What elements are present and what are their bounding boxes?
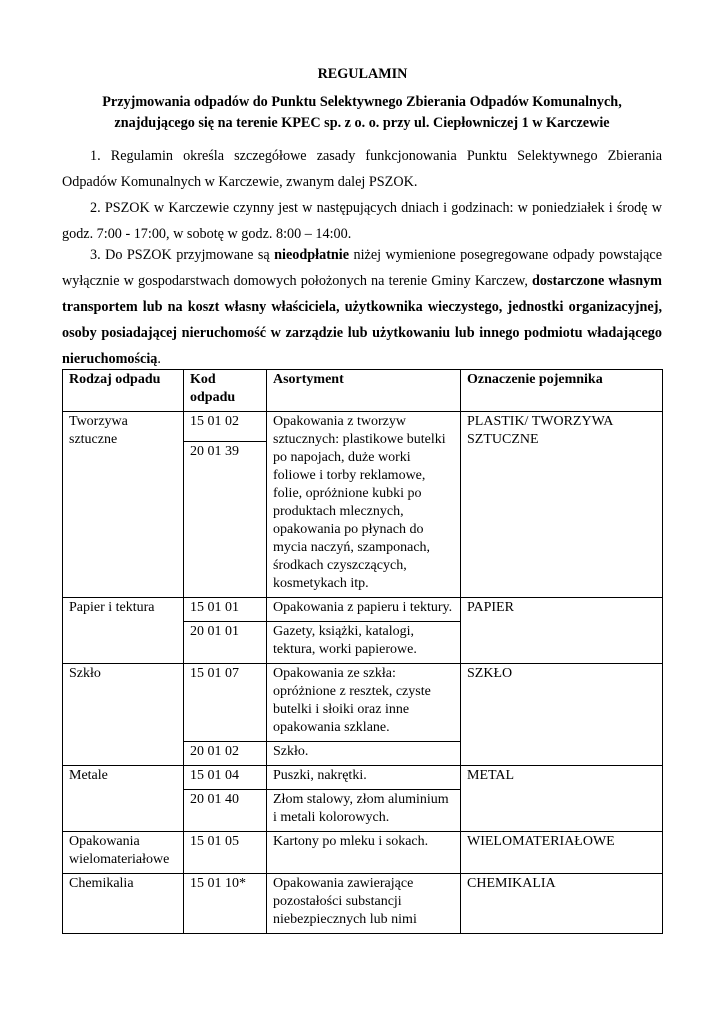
- cell-waste-code: 15 01 02: [184, 412, 267, 442]
- cell-assortment: Szkło.: [267, 742, 461, 766]
- cell-waste-type: Chemikalia: [63, 874, 184, 934]
- header-container: Oznaczenie pojemnika: [461, 370, 663, 412]
- paragraph-1: 1. Regulamin określa szczegółowe zasady funkcjonowania Punktu Selektywnego Zbierania Odpadów Komunalnych w Karczewie, zwanym dalej PSZOK.: [62, 148, 662, 190]
- document-title: REGULAMIN: [317, 66, 408, 82]
- paragraph-2: 2. PSZOK w Karczewie czynny jest w następujących dniach i godzinach: w poniedziałek i środę w godz. 7:00 - 17:00, w sobotę w godz. 8:00 – 14:00.: [62, 200, 662, 242]
- document-subtitle: Przyjmowania odpadów do Punktu Selektywnego Zbierania Odpadów Komunalnych, znajdującego się na terenie KPEC sp. z o. o. przy ul. Ciepłowniczej 1 w Karczewie: [102, 94, 622, 131]
- cell-waste-type: Tworzywa sztuczne: [63, 412, 184, 598]
- cell-container: WIELOMATERIAŁOWE: [461, 832, 663, 874]
- cell-container: CHEMIKALIA: [461, 874, 663, 934]
- table-row: [63, 598, 663, 622]
- header-waste-code: Kod odpadu: [184, 370, 267, 412]
- header-assortment: Asortyment: [267, 370, 461, 412]
- waste-table: [62, 369, 663, 934]
- cell-container: SZKŁO: [461, 664, 663, 766]
- header-waste-type: Rodzaj odpadu: [63, 370, 184, 412]
- cell-assortment: Gazety, książki, katalogi, tektura, worki papierowe.: [267, 622, 461, 664]
- paragraph-3-text-c: niżej wymienione posegregowane odpady powstające wyłącznie w gospodarstwach domowych położonych na terenie Gminy Karczew,: [62, 247, 662, 289]
- cell-waste-code: 15 01 10*: [184, 874, 267, 934]
- cell-waste-type: Opakowania wielomateriałowe: [63, 832, 184, 874]
- cell-assortment: Opakowania ze szkła: opróżnione z resztek, czyste butelki i słoiki oraz inne opakowania szklane.: [267, 664, 461, 742]
- cell-waste-code: 20 01 40: [184, 790, 267, 832]
- cell-assortment: Opakowania z tworzyw sztucznych: plastikowe butelki po napojach, duże worki foliowe i torby reklamowe, folie, opróżnione kubki po produktach mlecznych, opakowania po płynach do mycia naczyń, szamponach, środkach czyszczących, kosmetykach itp.: [267, 412, 461, 598]
- table-header-row: [63, 370, 663, 412]
- paragraph-3-text-a: 3. Do PSZOK przyjmowane są: [90, 247, 275, 263]
- cell-waste-code: 15 01 04: [184, 766, 267, 790]
- paragraph-3-text-e: .: [157, 351, 161, 367]
- cell-container: PLASTIK/ TWORZYWA SZTUCZNE: [461, 412, 663, 598]
- cell-waste-type: Metale: [63, 766, 184, 832]
- cell-waste-code: 15 01 01: [184, 598, 267, 622]
- cell-assortment: Opakowania z papieru i tektury.: [267, 598, 461, 622]
- paragraph-3-bold-transport: dostarczone własnym transportem lub na koszt własny właściciela, użytkownika wieczystego, jednostki organizacyjnej, osoby posiadającej nieruchomość w zarządzie lub użytkowaniu lub innego podmiotu władającego nieruchomością: [62, 273, 662, 367]
- cell-assortment: Kartony po mleku i sokach.: [267, 832, 461, 874]
- cell-container: PAPIER: [461, 598, 663, 664]
- table-row: [63, 832, 663, 874]
- cell-assortment: Puszki, nakrętki.: [267, 766, 461, 790]
- cell-waste-code: 15 01 05: [184, 832, 267, 874]
- cell-waste-code: 20 01 39: [184, 441, 267, 597]
- cell-waste-code: 20 01 02: [184, 742, 267, 766]
- cell-assortment: Złom stalowy, złom aluminium i metali kolorowych.: [267, 790, 461, 832]
- cell-waste-code: 20 01 01: [184, 622, 267, 664]
- cell-waste-type: Papier i tektura: [63, 598, 184, 664]
- cell-assortment: Opakowania zawierające pozostałości substancji niebezpiecznych lub nimi: [267, 874, 461, 934]
- table-row: [63, 412, 663, 442]
- table-row: [63, 664, 663, 742]
- cell-waste-type: Szkło: [63, 664, 184, 766]
- cell-waste-code: 15 01 07: [184, 664, 267, 742]
- paragraph-3: [62, 242, 662, 372]
- paragraph-3-bold-free: nieodpłatnie: [274, 247, 350, 263]
- table-row: [63, 766, 663, 790]
- cell-container: METAL: [461, 766, 663, 832]
- table-row: [63, 874, 663, 934]
